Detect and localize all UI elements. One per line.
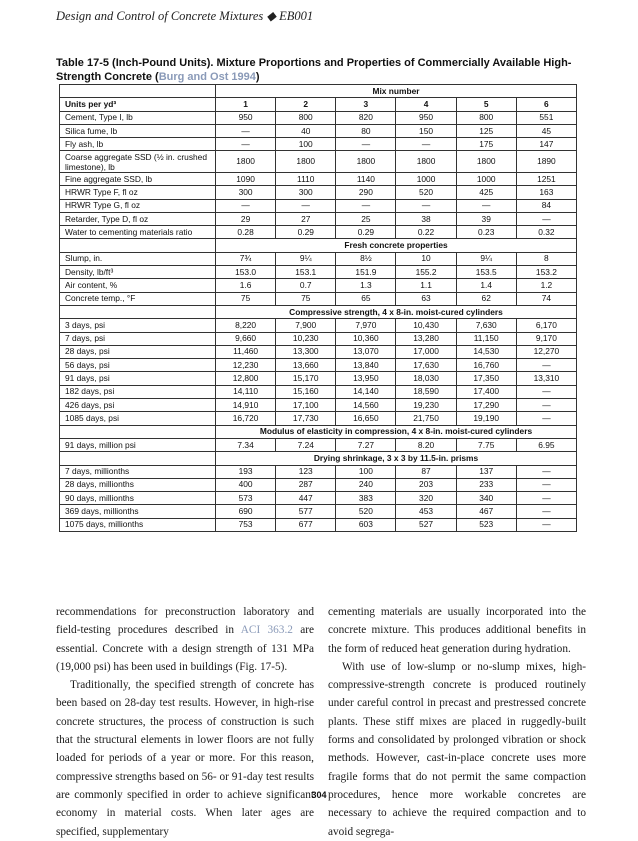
section-header-row: [60, 452, 577, 465]
row-label: 56 days, psi: [60, 359, 216, 372]
row-label: Retarder, Type D, fl oz: [60, 212, 216, 225]
aci-reference-link[interactable]: ACI 363.2: [240, 624, 293, 637]
table-cell: —: [516, 385, 576, 398]
table-cell: 0.22: [396, 226, 456, 239]
table-row: [60, 199, 577, 212]
table-cell: 13,070: [336, 345, 396, 358]
table-row: [60, 151, 577, 173]
table-row: [60, 465, 577, 478]
table-cell: 10,360: [336, 332, 396, 345]
table-cell: 7,900: [276, 319, 336, 332]
table-cell: 150: [396, 124, 456, 137]
table-cell: 320: [396, 492, 456, 505]
table-cell: —: [516, 518, 576, 531]
table-row: [60, 138, 577, 151]
table-cell: 1000: [456, 172, 516, 185]
table-cell: 7,630: [456, 319, 516, 332]
table-cell: 6.95: [516, 438, 576, 451]
table-cell: 18,030: [396, 372, 456, 385]
running-head: Design and Control of Concrete Mixtures ◆ EB001: [56, 9, 314, 23]
table-cell: 13,660: [276, 359, 336, 372]
table-cell: 39: [456, 212, 516, 225]
table-cell: 8,220: [216, 319, 276, 332]
table-cell: 38: [396, 212, 456, 225]
table-cell: 16,760: [456, 359, 516, 372]
row-label: Cement, Type I, lb: [60, 111, 216, 124]
row-label: Slump, in.: [60, 252, 216, 265]
table-cell: 677: [276, 518, 336, 531]
table-cell: 137: [456, 465, 516, 478]
table-cell: 8½: [336, 252, 396, 265]
table-cell: 0.29: [336, 226, 396, 239]
table-cell: 80: [336, 124, 396, 137]
text: recommendations for preconstruction laboratory and field-testing procedures described in: [56, 606, 314, 637]
table-cell: 7.75: [456, 438, 516, 451]
table-cell: 287: [276, 478, 336, 491]
table-cell: 40: [276, 124, 336, 137]
table-cell: 603: [336, 518, 396, 531]
table-cell: 447: [276, 492, 336, 505]
section-blank-cell: [60, 452, 216, 465]
row-label: 7 days, psi: [60, 332, 216, 345]
table-cell: 551: [516, 111, 576, 124]
row-label: Fine aggregate SSD, lb: [60, 172, 216, 185]
table-cell: 8: [516, 252, 576, 265]
table-cell: —: [216, 138, 276, 151]
row-label: 28 days, millionths: [60, 478, 216, 491]
table-caption: [56, 57, 596, 84]
table-cell: 577: [276, 505, 336, 518]
text: are essential. Concrete with a design strength of 131 MPa (19,000 psi) has been used in buildings (Fig. 17-5).: [56, 624, 314, 673]
table-cell: 290: [336, 186, 396, 199]
table-cell: 9¼: [456, 252, 516, 265]
table-cell: 147: [516, 138, 576, 151]
table-cell: 175: [456, 138, 516, 151]
table-cell: 950: [396, 111, 456, 124]
row-label: 182 days, psi: [60, 385, 216, 398]
table-row: [60, 478, 577, 491]
mix-number-header: Mix number: [216, 85, 577, 98]
table-cell: 520: [396, 186, 456, 199]
table-cell: 153.0: [216, 266, 276, 279]
table-row: [60, 345, 577, 358]
table-cell: —: [396, 138, 456, 151]
table-header-row: [60, 85, 577, 98]
table-cell: 11,460: [216, 345, 276, 358]
row-label: 91 days, psi: [60, 372, 216, 385]
paragraph: [56, 603, 314, 676]
paragraph: Traditionally, the specified strength of concrete has been based on 28-day test results. However, in high-rise concrete structures, the process of construction is such that the structural elements in lower floors are not fully loaded for periods of a year or more. For this reason, compressive strengths based on 56- or 91-day test results are commonly specified in order to achieve significant economy in material costs. When later ages are specified, supplementary: [56, 679, 314, 838]
table-cell: 1800: [276, 151, 336, 173]
mix-number-cell: 1: [216, 98, 276, 111]
row-label: Water to cementing materials ratio: [60, 226, 216, 239]
table-cell: 153.1: [276, 266, 336, 279]
caption-text: Table 17-5 (Inch-Pound Units). Mixture Proportions and Properties of Commercially Available High-Strength Concrete (: [56, 57, 572, 83]
section-blank-cell: [60, 425, 216, 438]
table-cell: —: [336, 138, 396, 151]
table-cell: 14,530: [456, 345, 516, 358]
table-cell: 13,950: [336, 372, 396, 385]
table-cell: 300: [216, 186, 276, 199]
page-number: 304: [311, 790, 327, 800]
table-cell: 100: [276, 138, 336, 151]
table-cell: 17,000: [396, 345, 456, 358]
table-cell: 1000: [396, 172, 456, 185]
table-cell: —: [336, 199, 396, 212]
table-row: [60, 319, 577, 332]
table-cell: 7,970: [336, 319, 396, 332]
row-label: Coarse aggregate SSD (½ in. crushed limestone), lb: [60, 151, 216, 173]
table-cell: —: [516, 359, 576, 372]
table-cell: 7.24: [276, 438, 336, 451]
table-row: [60, 266, 577, 279]
table-cell: 9¼: [276, 252, 336, 265]
paragraph: cementing materials are usually incorporated into the concrete mixture. This produces additional benefits in the form of reduced heat generation during hydration.: [328, 606, 586, 655]
table-cell: 1110: [276, 172, 336, 185]
row-label: Air content, %: [60, 279, 216, 292]
row-label: Density, lb/ft³: [60, 266, 216, 279]
table-cell: 16,720: [216, 412, 276, 425]
table-row: [60, 292, 577, 305]
row-label: HRWR Type F, fl oz: [60, 186, 216, 199]
section-header-row: [60, 305, 577, 318]
table-cell: 7¾: [216, 252, 276, 265]
table-cell: 12,800: [216, 372, 276, 385]
table-cell: 1.3: [336, 279, 396, 292]
row-label: 91 days, million psi: [60, 438, 216, 451]
table-cell: 9,170: [516, 332, 576, 345]
body-column-left: [56, 603, 314, 841]
table-cell: 13,840: [336, 359, 396, 372]
row-label: 7 days, millionths: [60, 465, 216, 478]
table-cell: 29: [216, 212, 276, 225]
section-header-row: [60, 425, 577, 438]
table-cell: —: [456, 199, 516, 212]
table-cell: 0.29: [276, 226, 336, 239]
table-row: [60, 279, 577, 292]
table-cell: 425: [456, 186, 516, 199]
table-cell: 0.23: [456, 226, 516, 239]
section-header: Drying shrinkage, 3 x 3 by 11.5-in. prisms: [216, 452, 577, 465]
table-cell: 467: [456, 505, 516, 518]
table-cell: 19,230: [396, 399, 456, 412]
table-cell: 240: [336, 478, 396, 491]
table-cell: 690: [216, 505, 276, 518]
table-cell: —: [216, 199, 276, 212]
table-cell: 6,170: [516, 319, 576, 332]
table-cell: 27: [276, 212, 336, 225]
table-cell: 300: [276, 186, 336, 199]
table-cell: 1.2: [516, 279, 576, 292]
table-cell: 75: [216, 292, 276, 305]
table-row: [60, 332, 577, 345]
table-cell: 155.2: [396, 266, 456, 279]
table-row: [60, 492, 577, 505]
table-cell: 193: [216, 465, 276, 478]
table-cell: 45: [516, 124, 576, 137]
table-cell: 15,170: [276, 372, 336, 385]
table-row: [60, 518, 577, 531]
table-cell: 1.4: [456, 279, 516, 292]
table-cell: 13,300: [276, 345, 336, 358]
table-cell: 523: [456, 518, 516, 531]
table-row: [60, 111, 577, 124]
row-label: 1085 days, psi: [60, 412, 216, 425]
table-row: [60, 172, 577, 185]
table-cell: —: [516, 399, 576, 412]
table-cell: 820: [336, 111, 396, 124]
table-cell: 16,650: [336, 412, 396, 425]
table-cell: 340: [456, 492, 516, 505]
section-header: Fresh concrete properties: [216, 239, 577, 252]
table-cell: 203: [396, 478, 456, 491]
table-cell: 1.1: [396, 279, 456, 292]
table-row: [60, 385, 577, 398]
table-cell: 14,910: [216, 399, 276, 412]
section-blank-cell: [60, 239, 216, 252]
table-cell: 527: [396, 518, 456, 531]
mix-number-cell: 4: [396, 98, 456, 111]
table-cell: 153.2: [516, 266, 576, 279]
units-row: [60, 98, 577, 111]
table-cell: 453: [396, 505, 456, 518]
table-cell: 18,590: [396, 385, 456, 398]
table-cell: —: [216, 124, 276, 137]
mix-number-cell: 2: [276, 98, 336, 111]
table-cell: —: [276, 199, 336, 212]
table-cell: 123: [276, 465, 336, 478]
table-row: [60, 124, 577, 137]
table-row: [60, 372, 577, 385]
table-cell: 0.7: [276, 279, 336, 292]
table-cell: 1800: [216, 151, 276, 173]
table-cell: 14,110: [216, 385, 276, 398]
table-cell: 13,280: [396, 332, 456, 345]
section-header: Compressive strength, 4 x 8-in. moist-cured cylinders: [216, 305, 577, 318]
row-label: Concrete temp., °F: [60, 292, 216, 305]
table-row: [60, 186, 577, 199]
table-row: [60, 252, 577, 265]
table-cell: 14,140: [336, 385, 396, 398]
mixture-properties-table: [59, 84, 577, 532]
table-cell: 163: [516, 186, 576, 199]
mix-number-cell: 3: [336, 98, 396, 111]
table-cell: 520: [336, 505, 396, 518]
table-cell: 15,160: [276, 385, 336, 398]
table-row: [60, 399, 577, 412]
table-cell: —: [516, 478, 576, 491]
table-row: [60, 226, 577, 239]
mix-number-cell: 5: [456, 98, 516, 111]
header-blank-cell: [60, 85, 216, 98]
table-cell: 13,310: [516, 372, 576, 385]
row-label: 28 days, psi: [60, 345, 216, 358]
table-row: [60, 212, 577, 225]
table-cell: 800: [456, 111, 516, 124]
table-cell: 25: [336, 212, 396, 225]
section-blank-cell: [60, 305, 216, 318]
table-cell: 63: [396, 292, 456, 305]
table-cell: 19,190: [456, 412, 516, 425]
table-cell: 233: [456, 478, 516, 491]
row-label: 1075 days, millionths: [60, 518, 216, 531]
table-cell: 8.20: [396, 438, 456, 451]
table-cell: 151.9: [336, 266, 396, 279]
table-cell: 11,150: [456, 332, 516, 345]
table-cell: 400: [216, 478, 276, 491]
row-label: 369 days, millionths: [60, 505, 216, 518]
table-row: [60, 359, 577, 372]
table-cell: 10: [396, 252, 456, 265]
table-cell: 14,560: [336, 399, 396, 412]
table-cell: 1890: [516, 151, 576, 173]
table-cell: 1800: [456, 151, 516, 173]
table-cell: —: [516, 212, 576, 225]
row-label: Silica fume, lb: [60, 124, 216, 137]
table-cell: 1251: [516, 172, 576, 185]
table-cell: 65: [336, 292, 396, 305]
table-cell: 7.27: [336, 438, 396, 451]
table-cell: 383: [336, 492, 396, 505]
table-cell: 1800: [336, 151, 396, 173]
row-label: 426 days, psi: [60, 399, 216, 412]
table-cell: 1090: [216, 172, 276, 185]
table-cell: 12,230: [216, 359, 276, 372]
table-cell: 17,350: [456, 372, 516, 385]
table-cell: 17,630: [396, 359, 456, 372]
table-cell: 17,400: [456, 385, 516, 398]
row-label: 90 days, millionths: [60, 492, 216, 505]
table-cell: 74: [516, 292, 576, 305]
table-cell: 21,750: [396, 412, 456, 425]
table-cell: 0.32: [516, 226, 576, 239]
table-cell: 12,270: [516, 345, 576, 358]
table-cell: 950: [216, 111, 276, 124]
table-cell: 800: [276, 111, 336, 124]
mix-number-cell: 6: [516, 98, 576, 111]
row-label: Fly ash, lb: [60, 138, 216, 151]
table-cell: —: [516, 492, 576, 505]
row-label: HRWR Type G, fl oz: [60, 199, 216, 212]
table-cell: 17,730: [276, 412, 336, 425]
table-cell: 9,660: [216, 332, 276, 345]
table-cell: —: [516, 505, 576, 518]
table-cell: 87: [396, 465, 456, 478]
table-cell: 62: [456, 292, 516, 305]
table-cell: 84: [516, 199, 576, 212]
table-cell: 7.34: [216, 438, 276, 451]
table-cell: 10,430: [396, 319, 456, 332]
table-cell: —: [516, 465, 576, 478]
table-cell: 75: [276, 292, 336, 305]
section-header: Modulus of elasticity in compression, 4 x 8-in. moist-cured cylinders: [216, 425, 577, 438]
table-cell: 1800: [396, 151, 456, 173]
body-column-right: [328, 603, 586, 841]
table-cell: 17,100: [276, 399, 336, 412]
table-cell: 17,290: [456, 399, 516, 412]
table-cell: 100: [336, 465, 396, 478]
table-cell: 753: [216, 518, 276, 531]
table-cell: 153.5: [456, 266, 516, 279]
table-cell: 0.28: [216, 226, 276, 239]
units-label: Units per yd³: [60, 98, 216, 111]
table-cell: 10,230: [276, 332, 336, 345]
section-header-row: [60, 239, 577, 252]
table-cell: —: [516, 412, 576, 425]
caption-close: ): [255, 70, 260, 83]
row-label: 3 days, psi: [60, 319, 216, 332]
table-cell: —: [396, 199, 456, 212]
table-row: [60, 438, 577, 451]
caption-reference-link[interactable]: Burg and Ost 1994: [158, 70, 256, 83]
table-row: [60, 412, 577, 425]
table-cell: 573: [216, 492, 276, 505]
table-cell: 1.6: [216, 279, 276, 292]
table-row: [60, 505, 577, 518]
table-cell: 125: [456, 124, 516, 137]
table-cell: 1140: [336, 172, 396, 185]
paragraph: With use of low-slump or no-slump mixes, high-compressive-strength concrete is produced routinely under careful control in precast and prestressed concrete plants. These stiff mixes are placed in ruggedly-built forms and consolidated by prolonged vibration or shock methods. However, cast-in-place concrete uses more fragile forms that do not permit the same compaction procedures, hence more workable concretes are necessary to achieve the required compaction and to avoid segrega-: [328, 660, 586, 838]
